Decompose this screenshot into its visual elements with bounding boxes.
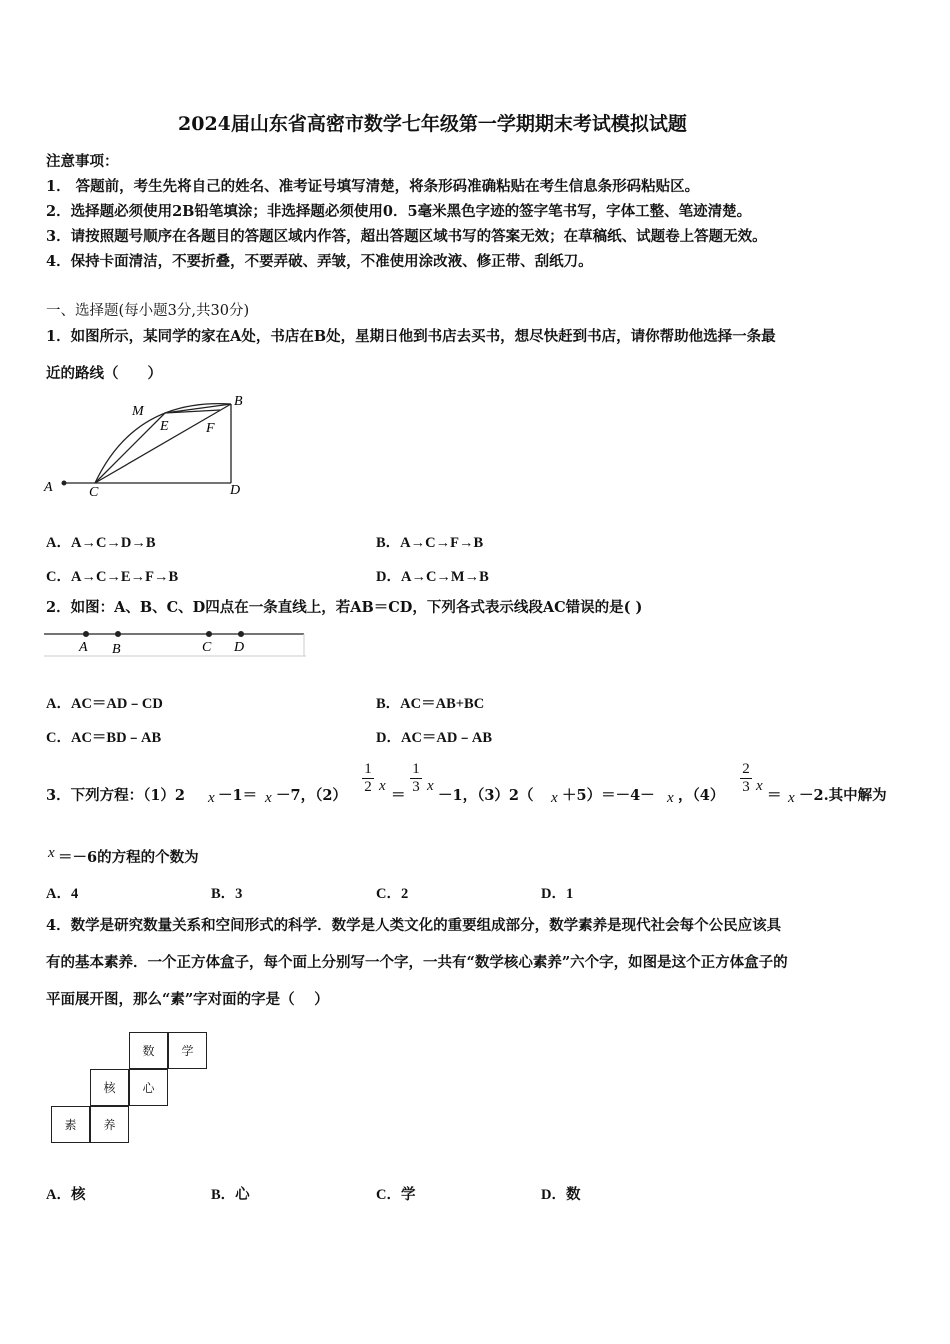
q1-stem-line1: 1．如图所示，某同学的家在A处，书店在B处，星期日他到书店去买书，想尽快赶到书店，请你帮助他选择一条最 (46, 328, 776, 345)
notice-item: 1． 答题前，考生先将自己的姓名、准考证号填写清楚，将条形码准确粘贴在考生信息条形码粘贴区。 (46, 178, 700, 195)
q3-text: ，（4） (678, 787, 725, 804)
notice-item: 2．选择题必须使用2B铅笔填涂；非选择题必须使用0．5毫米黑色字迹的签字笔书写，字体工整、笔迹清楚。 (46, 203, 752, 220)
var-x: x (379, 778, 386, 794)
q2-stem: 2．如图：A、B、C、D四点在一条直线上，若AB＝CD，下列各式表示线段AC错误的是( ) (46, 599, 643, 616)
label-A: A (79, 640, 88, 655)
q1-option-d[interactable]: D．A→C→M→B (376, 569, 489, 585)
q2-option-c[interactable]: C．AC＝BD﹣AB (46, 730, 162, 746)
q3-text: 3．下列方程：（1）2 (46, 787, 186, 804)
q4-option-b[interactable]: B．心 (211, 1187, 250, 1203)
label-C: C (89, 485, 99, 500)
var-x: x (551, 790, 558, 806)
label-A: A (44, 480, 53, 495)
q4-stem-line1: 4．数学是研究数量关系和空间形式的科学．数学是人类文化的重要组成部分，数学素养是现代社会每个公民应该具 (46, 917, 782, 934)
label-C: C (202, 640, 212, 655)
q4-stem-line3: 平面展开图，那么“素”字对面的字是（ ） (46, 991, 329, 1008)
label-B: B (112, 642, 121, 657)
q1-stem-line2: 近的路线（ ） (46, 365, 162, 382)
q3-option-b[interactable]: B．3 (211, 886, 243, 902)
label-D: D (234, 640, 245, 655)
fraction: 1 2 (362, 761, 374, 796)
q3-text: －7，（2） (276, 787, 347, 804)
q3-text: ＝－6的方程的个数为 (58, 849, 199, 866)
q3-text: ＋5）＝－4－ (562, 787, 655, 804)
var-x: x (48, 845, 55, 861)
label-D: D (230, 483, 241, 498)
label-M: M (132, 404, 144, 419)
net-cell: 素 (51, 1106, 90, 1143)
q3-text: －1＝ (218, 787, 258, 804)
notice-item: 3．请按照题号顺序在各题目的答题区域内作答，超出答题区域书写的答案无效；在草稿纸、试题卷上答题无效。 (46, 228, 767, 245)
q1-option-b[interactable]: B．A→C→F→B (376, 535, 484, 551)
q4-option-a[interactable]: A．核 (46, 1187, 86, 1203)
net-cell: 学 (168, 1032, 207, 1069)
q1-route-figure (40, 388, 255, 500)
var-x: x (756, 778, 763, 794)
q1-option-a[interactable]: A．A→C→D→B (46, 535, 156, 551)
q4-stem-line2: 有的基本素养．一个正方体盒子，每个面上分别写一个字，一共有“数学核心素养”六个字，如图是这个正方体盒子的 (46, 954, 788, 971)
q3-option-a[interactable]: A．4 (46, 886, 79, 902)
label-F: F (206, 421, 215, 436)
q2-option-a[interactable]: A．AC＝AD﹣CD (46, 696, 163, 712)
label-B: B (234, 394, 243, 409)
section-heading: 一、选择题(每小题3分,共30分) (46, 303, 250, 319)
q2-line-figure (44, 624, 306, 660)
net-cell: 心 (129, 1069, 168, 1106)
var-x: x (208, 790, 215, 806)
q3-text: －2.其中解为 (799, 787, 887, 804)
q2-option-d[interactable]: D．AC＝AD﹣AB (376, 730, 492, 746)
var-x: x (667, 790, 674, 806)
var-x: x (788, 790, 795, 806)
net-cell: 数 (129, 1032, 168, 1069)
notice-item: 4．保持卡面清洁，不要折叠，不要弄破、弄皱，不准使用涂改液、修正带、刮纸刀。 (46, 253, 593, 270)
q3-option-c[interactable]: C．2 (376, 886, 409, 902)
notice-heading: 注意事项： (46, 153, 119, 170)
q3-text: －1，（3）2（ (438, 787, 534, 804)
net-cell: 养 (90, 1106, 129, 1143)
q4-option-c[interactable]: C．学 (376, 1187, 416, 1203)
q3-text: ＝ (391, 787, 406, 804)
fraction: 2 3 (740, 761, 752, 796)
fraction: 1 3 (410, 761, 422, 796)
net-cell: 核 (90, 1069, 129, 1106)
q4-option-d[interactable]: D．数 (541, 1187, 581, 1203)
label-E: E (160, 419, 169, 434)
q3-option-d[interactable]: D．1 (541, 886, 574, 902)
q2-option-b[interactable]: B．AC＝AB+BC (376, 696, 485, 712)
q3-text: ＝ (767, 787, 782, 804)
page-title: 2024届山东省高密市数学七年级第一学期期末考试模拟试题 (178, 113, 687, 135)
var-x: x (265, 790, 272, 806)
var-x: x (427, 778, 434, 794)
q1-option-c[interactable]: C．A→C→E→F→B (46, 569, 179, 585)
